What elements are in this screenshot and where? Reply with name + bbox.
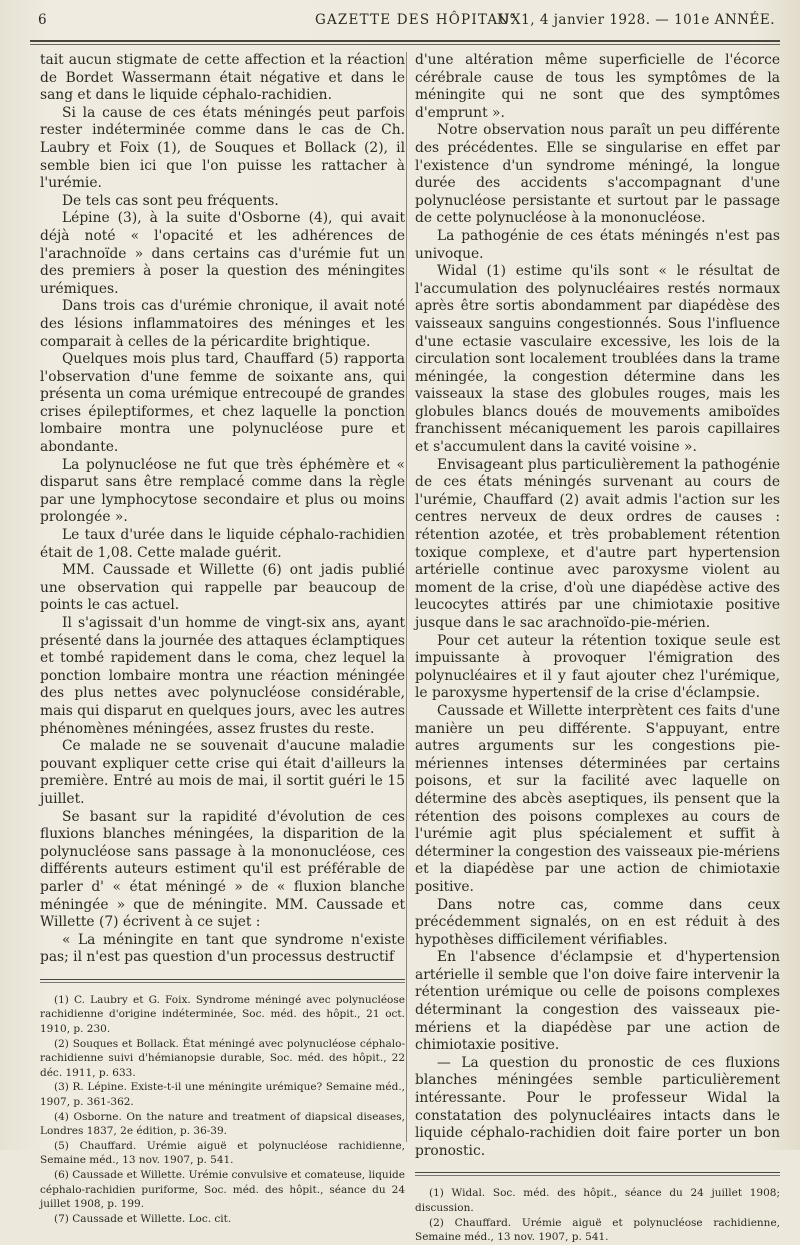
journal-title: GAZETTE DES HÔPITAUX bbox=[315, 12, 522, 28]
footnote: (5) Chauffard. Urémie aiguë et polynucléose rachidienne, Semaine méd., 13 nov. 1907, p. 541. bbox=[40, 1139, 405, 1167]
paragraph: En l'absence d'éclampsie et d'hypertension artérielle il semble que l'on doive faire intervenir la rétention urémique ou celle de poisons complexes déterminant la congestion des vaisseaux pie-mériens et la diapédèse par une action de chimiotaxie positive. bbox=[415, 949, 780, 1054]
paragraph: La pathogénie de ces états méningés n'est pas univoque. bbox=[415, 227, 780, 262]
paragraph: d'une altération même superficielle de l'écorce cérébrale cause de tous les symptômes de la méningite qui ne sont que des symptômes d'emprunt ». bbox=[415, 52, 780, 121]
footnote: (3) R. Lépine. Existe-t-il une méningite urémique? Semaine méd., 1907, p. 361-362. bbox=[40, 1081, 405, 1109]
right-column bbox=[415, 52, 780, 1245]
paragraph: Lépine (3), à la suite d'Osborne (4), qui avait déjà noté « l'opacité et les adhérences de l'arachnoïde » dans certains cas d'urémie fut un des premiers à poser la question des méningites urémiques. bbox=[40, 210, 405, 297]
paragraph: Pour cet auteur la rétention toxique seule est impuissante à provoquer l'émigration des polynucléaires et il y faut ajouter chez l'urémique, le paroxysme hypertensif de la crise d'éclampsie. bbox=[415, 632, 780, 702]
right-body bbox=[415, 52, 780, 1160]
footnote: (2) Souques et Bollack. État méningé avec polynucléose céphalo-rachidienne suivi d'hémianopsie durable, Soc. méd. des hôpit., 22 déc. 1911, p. 633. bbox=[40, 1037, 405, 1079]
paragraph: De tels cas sont peu fréquents. bbox=[62, 192, 279, 209]
paragraph: La polynucléose ne fut que très éphémère et « disparut sans être remplacé comme dans la règle par une lymphocytose secondaire et plus ou moins prolongée ». bbox=[40, 456, 405, 526]
footnote: (7) Caussade et Willette. Loc. cit. bbox=[54, 1212, 232, 1225]
footnote-rule-thin bbox=[415, 1175, 780, 1176]
header-rule-thin bbox=[30, 44, 780, 45]
paragraph: Se basant sur la rapidité d'évolution de ces fluxions blanches méningées, la disparition de la polynucléose sans passage à la mononucléose, ces différents auteurs estiment qu'il est préférable de parler d' « état méningé » de « fluxion blanche méningée » que de méningite. MM. Caussade et Willette (7) écrivent à ce sujet : bbox=[40, 808, 405, 931]
paragraph: Quelques mois plus tard, Chauffard (5) rapporta l'observation d'une femme de soixante ans, qui présenta un coma urémique entrecoupé de grandes crises épileptiformes, et chez laquelle la ponction lombaire montra une polynucléose pure et abondante. bbox=[40, 351, 405, 456]
page-number: 6 bbox=[38, 12, 48, 28]
paragraph: Le taux d'urée dans le liquide céphalo-rachidien était de 1,08. Cette malade guérit. bbox=[40, 527, 405, 561]
paragraph: Dans notre cas, comme dans ceux précédemment signalés, on en est réduit à des hypothèses difficilement vérifiables. bbox=[415, 896, 780, 948]
left-footnotes bbox=[40, 993, 405, 1227]
footnote-rule bbox=[40, 979, 405, 980]
footnote: (1) Widal. Soc. méd. des hôpit., séance du 24 juillet 1908; discussion. bbox=[415, 1187, 780, 1214]
issue-info: N° 1, 4 janvier 1928. — 101e ANNÉE. bbox=[496, 12, 775, 28]
paragraph: MM. Caussade et Willette (6) ont jadis publié une observation qui rappelle par beaucoup de points le cas actuel. bbox=[40, 562, 405, 614]
left-body bbox=[40, 52, 405, 967]
paragraph: Ce malade ne se souvenait d'aucune maladie pouvant expliquer cette crise qui était d'ailleurs la première. Entré au mois de mai, il sortit guéri le 15 juillet. bbox=[40, 738, 405, 807]
footnote: (2) Chauffard. Urémie aiguë et polynucléose rachidienne, Semaine méd., 13 nov. 1907, p. 541. bbox=[415, 1216, 780, 1244]
footnote: (4) Osborne. On the nature and treatment of diapsical diseases, Londres 1837, 2e édition, p. 36-39. bbox=[40, 1110, 405, 1138]
footnote-rule bbox=[415, 1172, 780, 1173]
paragraph: tait aucun stigmate de cette affection et la réaction de Bordet Wassermann était négative et dans le sang et dans le liquide céphalo-rachidien. bbox=[40, 52, 405, 104]
header-rule bbox=[30, 40, 780, 42]
paragraph: Caussade et Willette interprètent ces faits d'une manière un peu différente. S'appuyant, entre autres arguments sur les congestions pie-mériennes intenses déterminées par certains poisons, et sur la facilité avec laquelle on détermine des abcès aseptiques, ils pensent que la rétention des poisons complexes au cours de l'urémie agit plus spécialement et suffit à déterminer la congestion des vaisseaux pie-mériens et la diapédèse par une action de chimiotaxie positive. bbox=[415, 702, 780, 895]
page-header bbox=[30, 12, 775, 34]
paragraph: Widal (1) estime qu'ils sont « le résultat de l'accumulation des polynucléaires restés normaux après être sortis abondamment par diapédèse des vaisseaux sanguins congestionnés. Sous l'influence d'une ectasie vasculaire excessive, les lois de la circulation sont localement troublées dans la trame méningée, la congestion détermine dans les vaisseaux la stase des globules rouges, mais les globules blancs doués de mouvements amiboïdes franchissent mécaniquement les parois capillaires et s'accumulent dans la cavité voisine ». bbox=[415, 263, 780, 456]
footnote: (6) Caussade et Willette. Urémie convulsive et comateuse, liquide céphalo-rachidien puriforme, Soc. méd. des hôpit., séance du 24 juillet 1908, p. 199. bbox=[40, 1169, 405, 1211]
column-divider bbox=[406, 52, 407, 1142]
paragraph: Il s'agissait d'un homme de vingt-six ans, ayant présenté dans la journée des attaques éclamptiques et tombé rapidement dans le coma, chez lequel la ponction lombaire montra une réaction méningée des plus nettes avec polynucléose considérable, mais qui disparut en quelques jours, avec les autres phénomènes méningées, assez frustes du reste. bbox=[40, 615, 405, 737]
paragraph: Dans trois cas d'urémie chronique, il avait noté des lésions inflammatoires des méninges et les comparait à celles de la péricardite brightique. bbox=[40, 298, 405, 350]
footnote-rule-thin bbox=[40, 982, 405, 983]
paragraph: Notre observation nous paraît un peu différente des précédentes. Elle se singularise en effet par l'existence d'un syndrome méningé, la longue durée des accidents s'accompagnant d'une polynucléose persistante et surtout par le passage de cette polynucléose à la mononucléose. bbox=[415, 122, 780, 227]
right-footnotes bbox=[415, 1186, 780, 1244]
left-column bbox=[40, 52, 405, 1226]
paragraph: Si la cause de ces états méningés peut parfois rester indéterminée comme dans le cas de Ch. Laubry et Foix (1), de Souques et Bollack (2), il semble bien ici que l'on puisse les rattacher à l'urémie. bbox=[40, 104, 405, 192]
paragraph: « La méningite en tant que syndrome n'existe pas; il n'est pas question d'un processus destructif bbox=[40, 931, 405, 966]
paragraph: — La question du pronostic de ces fluxions blanches méningées semble particulièrement intéressante. Pour le professeur Widal la constatation des polynucléaires intacts dans le liquide céphalo-rachidien doit faire porter un bon pronostic. bbox=[415, 1054, 780, 1159]
paragraph: Envisageant plus particulièrement la pathogénie de ces états méningés survenant au cours de l'urémie, Chauffard (2) avait admis l'action sur les centres nerveux de deux ordres de causes : rétention azotée, et très probablement rétention toxique complexe, et d'autre part hypertension artérielle continue avec paroxysme violent au moment de la crise, d'où une diapédèse active des leucocytes attirés par une chimiotaxie positive jusque dans le sac arachnoïdo-pie-mérien. bbox=[415, 456, 780, 631]
footnote: (1) C. Laubry et G. Foix. Syndrome méningé avec polynucléose rachidienne d'origine indéterminée, Soc. méd. des hôpit., 21 oct. 1910, p. 230. bbox=[40, 993, 405, 1036]
